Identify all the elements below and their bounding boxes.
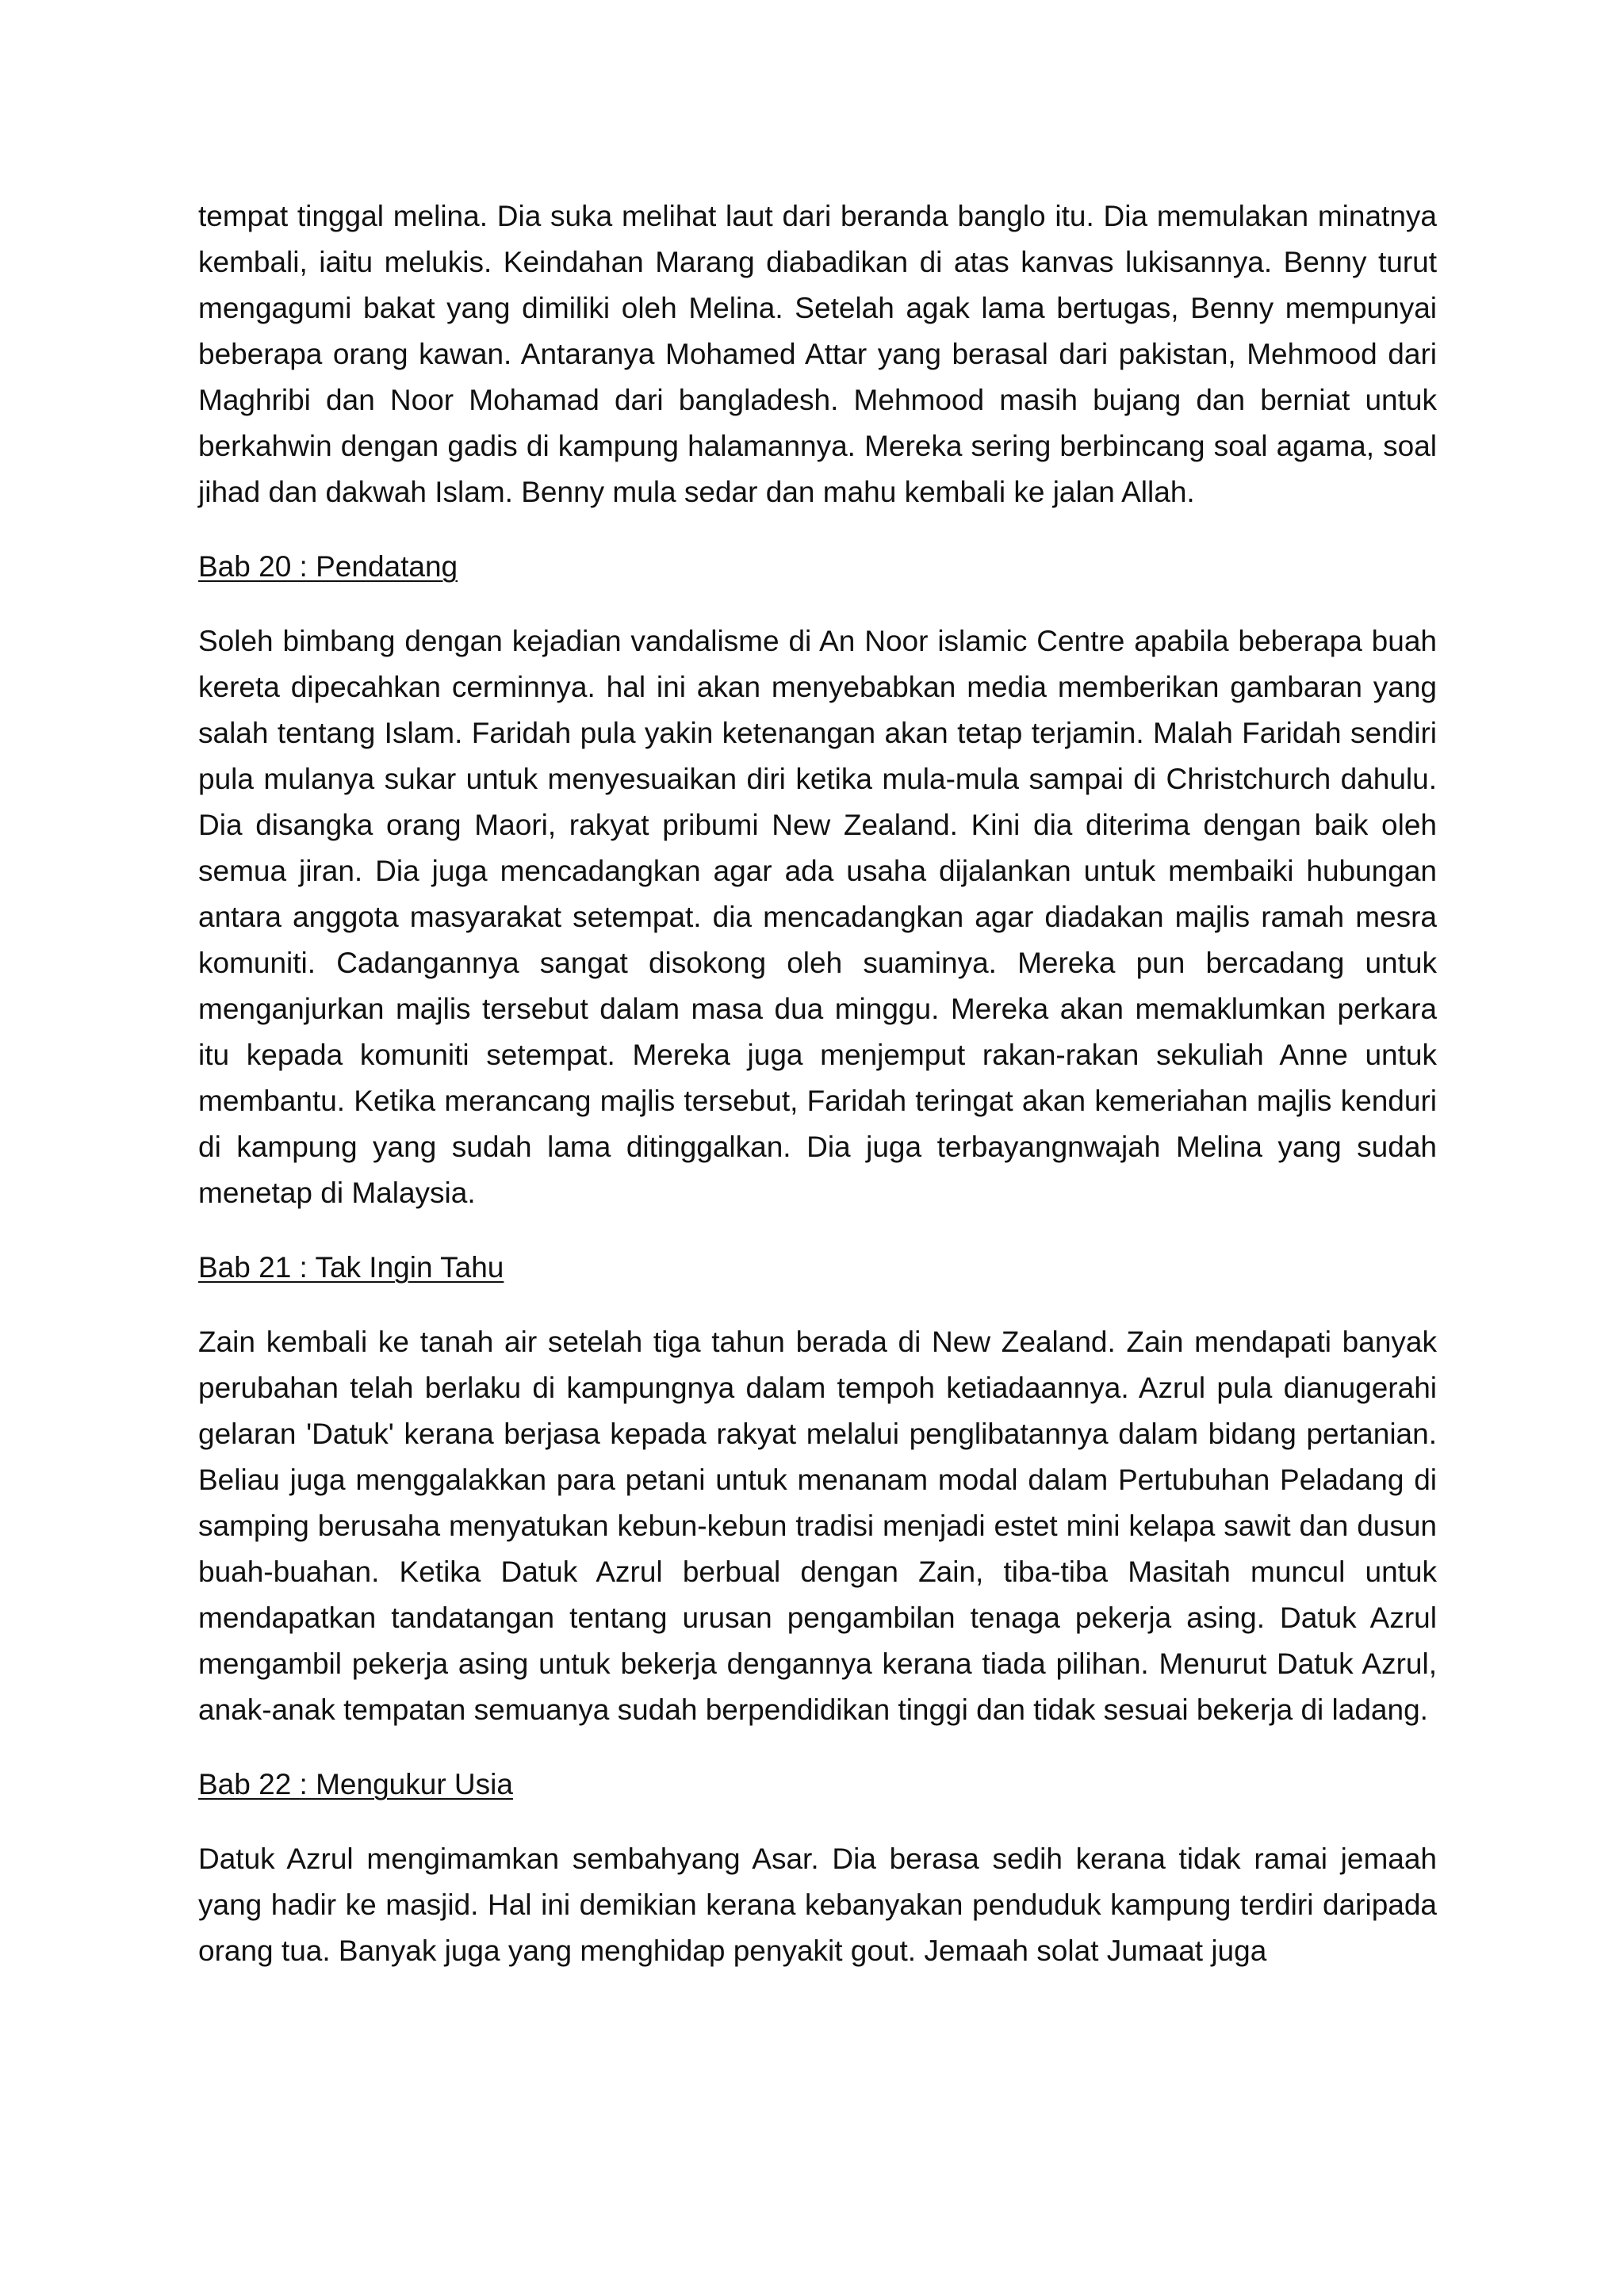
heading-bab-20: Bab 20 : Pendatang <box>198 550 458 583</box>
heading-bab-21: Bab 21 : Tak Ingin Tahu <box>198 1251 504 1284</box>
paragraph-bab-20: Soleh bimbang dengan kejadian vandalisme di An Noor islamic Centre apabila beberapa buah kereta dipecahkan cerminnya. hal ini akan menyebabkan media memberikan gambaran yang salah tentang Islam. Faridah pula yakin ketenangan akan tetap terjamin. Malah Faridah sendiri pula mulanya sukar untuk menyesuaikan diri ketika mula-mula sampai di Christchurch dahulu. Dia disangka orang Maori, rakyat pribumi New Zealand. Kini dia diterima dengan baik oleh semua jiran. Dia juga mencadangkan agar ada usaha dijalankan untuk membaiki hubungan antara anggota masyarakat setempat. dia mencadangkan agar diadakan majlis ramah mesra komuniti. Cadangannya sangat disokong oleh suaminya. Mereka pun bercadang untuk menganjurkan majlis tersebut dalam masa dua minggu. Mereka akan memaklumkan perkara itu kepada komuniti setempat. Mereka juga menjemput rakan-rakan sekuliah Anne untuk membantu. Ketika merancang majlis tersebut, Faridah teringat akan kemeriahan majlis kenduri di kampung yang sudah lama ditinggalkan. Dia juga terbayangnwajah Melina yang sudah menetap di Malaysia. <box>198 625 1437 1209</box>
heading-bab-22: Bab 22 : Mengukur Usia <box>198 1768 513 1800</box>
paragraph-bab-21: Zain kembali ke tanah air setelah tiga tahun berada di New Zealand. Zain mendapati banyak perubahan telah berlaku di kampungnya dalam tempoh ketiadaannya. Azrul pula dianugerahi gelaran 'Datuk' kerana berjasa kepada rakyat melalui penglibatannya dalam bidang pertanian. Beliau juga menggalakkan para petani untuk menanam modal dalam Pertubuhan Peladang di samping berusaha menyatukan kebun-kebun tradisi menjadi estet mini kelapa sawit dan dusun buah-buahan. Ketika Datuk Azrul berbual dengan Zain, tiba-tiba Masitah muncul untuk mendapatkan tandatangan tentang urusan pengambilan tenaga pekerja asing. Datuk Azrul mengambil pekerja asing untuk bekerja dengannya kerana tiada pilihan. Menurut Datuk Azrul, anak-anak tempatan semuanya sudah berpendidikan tinggi dan tidak sesuai bekerja di ladang. <box>198 1326 1437 1726</box>
paragraph-bab19-continuation: tempat tinggal melina. Dia suka melihat laut dari beranda banglo itu. Dia memulakan minatnya kembali, iaitu melukis. Keindahan Marang diabadikan di atas kanvas lukisannya. Benny turut mengagumi bakat yang dimiliki oleh Melina. Setelah agak lama bertugas, Benny mempunyai beberapa orang kawan. Antaranya Mohamed Attar yang berasal dari pakistan, Mehmood dari Maghribi dan Noor Mohamad dari bangladesh. Mehmood masih bujang dan berniat untuk berkahwin dengan gadis di kampung halamannya. Mereka sering berbincang soal agama, soal jihad dan dakwah Islam. Benny mula sedar dan mahu kembali ke jalan Allah. <box>198 200 1437 508</box>
document-page <box>198 193 1437 2003</box>
paragraph-bab-22: Datuk Azrul mengimamkan sembahyang Asar. Dia berasa sedih kerana tidak ramai jemaah yang hadir ke masjid. Hal ini demikian kerana kebanyakan penduduk kampung terdiri daripada orang tua. Banyak juga yang menghidap penyakit gout. Jemaah solat Jumaat juga <box>198 1843 1437 1967</box>
